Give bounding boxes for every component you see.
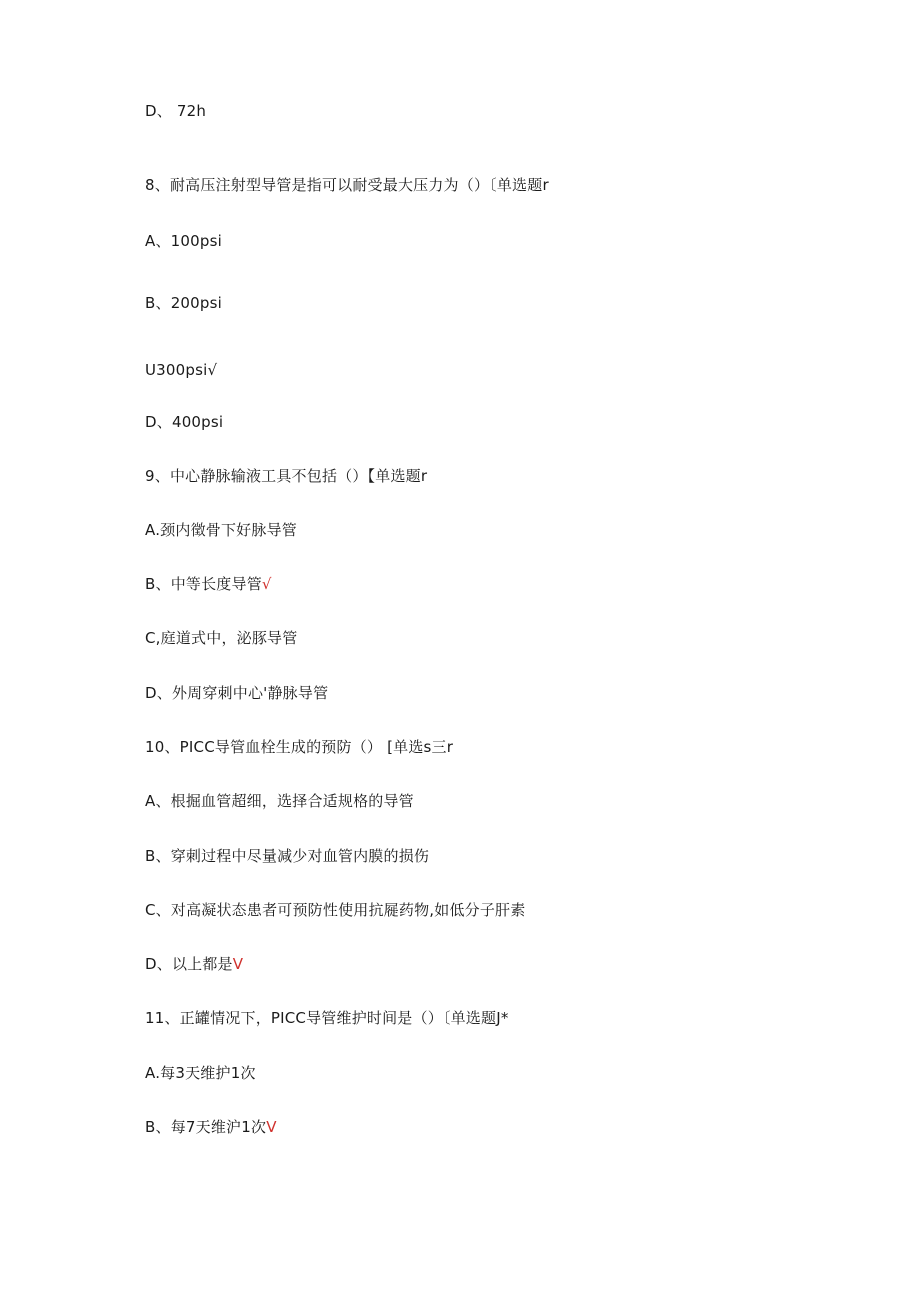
option-text: C,庭道式中，泌豚导管	[145, 629, 298, 647]
question-9	[145, 466, 427, 486]
option-text: U300psi	[145, 361, 208, 379]
question-text: 9、中心静脉输液工具不包括（）【单选题r	[145, 467, 428, 485]
option-text: D、以上都是	[145, 955, 233, 973]
option-text: D、外周穿刺中心'静脉导管	[145, 684, 329, 702]
option-d-picc	[145, 683, 328, 703]
option-c-tunneled	[145, 628, 297, 648]
option-text: A.颈内徵骨下好脉导管	[145, 521, 297, 539]
option-d-400psi	[145, 412, 223, 432]
option-b-200psi	[145, 293, 222, 313]
option-text: B、每7天维沪1次	[145, 1118, 267, 1136]
option-text: B、穿刺过程中尽量减少对血管内膜的损伤	[145, 847, 430, 865]
option-text: A、100psi	[145, 232, 222, 250]
option-text: A.每3天维护1次	[145, 1064, 256, 1082]
option-d-72h	[145, 101, 206, 121]
option-a-vessel-size	[145, 791, 414, 811]
option-text: C、对高凝状态患者可预防性使用抗屣药物,如低分子肝素	[145, 901, 526, 919]
option-text: B、200psi	[145, 294, 223, 312]
correct-check-mark: V	[232, 955, 244, 973]
option-text: D、400psi	[145, 413, 224, 431]
correct-check-mark: √	[261, 575, 272, 593]
question-10	[145, 737, 453, 757]
option-b-puncture	[145, 846, 429, 866]
correct-check-mark: V	[266, 1118, 277, 1136]
question-text: 10、PICC导管血栓生成的预防（） [单选s三r	[145, 738, 454, 756]
correct-check-mark: √	[207, 361, 218, 379]
question-11	[145, 1008, 509, 1028]
option-b-midline	[145, 574, 272, 594]
option-text: A、根掘血管超细，选择合适规格的导管	[145, 792, 414, 810]
question-text: 8、耐高压注射型导管是指可以耐受最大压力为（）〔单选题r	[145, 176, 549, 194]
option-c-300psi	[145, 360, 217, 380]
option-text: D、 72h	[145, 102, 207, 120]
option-d-all	[145, 954, 243, 974]
option-b-7-days	[145, 1117, 277, 1137]
option-text: B、中等长度导管	[145, 575, 262, 593]
option-a-jugular	[145, 520, 297, 540]
option-a-3-days	[145, 1063, 256, 1083]
question-8	[145, 175, 549, 195]
question-text: 11、正罐情况下，PICC导管维护时间是（）〔单选题J*	[145, 1009, 509, 1027]
option-c-anticoagulant	[145, 900, 525, 920]
option-a-100psi	[145, 231, 222, 251]
